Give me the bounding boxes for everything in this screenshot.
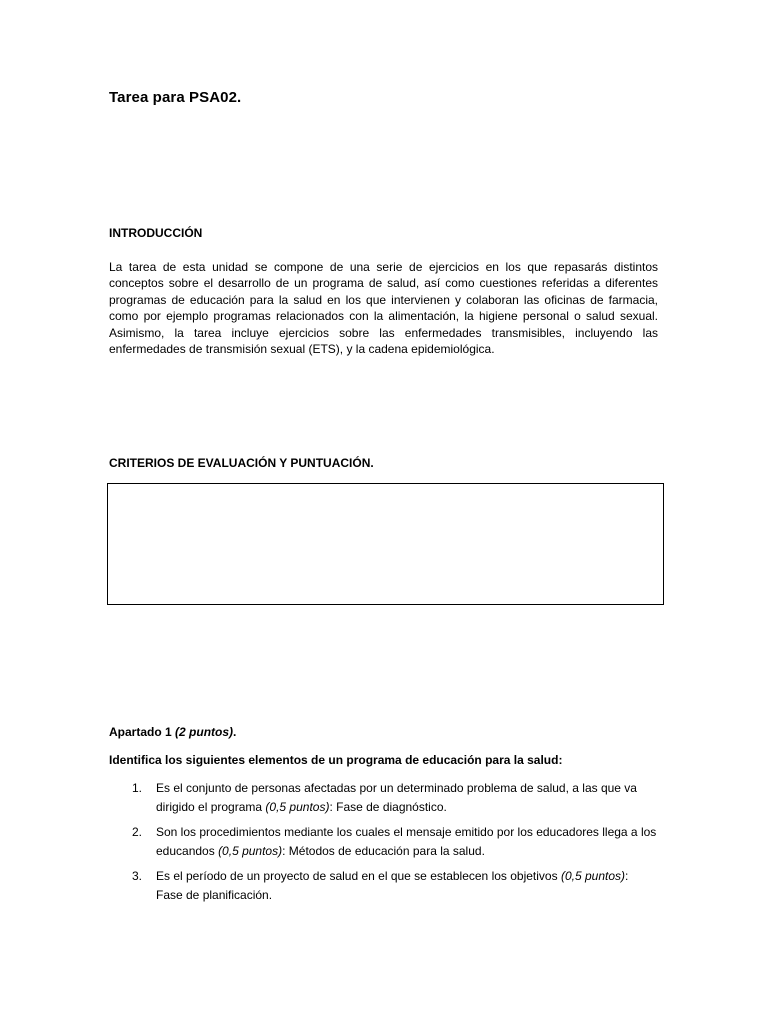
question-answer: : Métodos de educación para la salud.	[282, 843, 485, 858]
question-answer: : Fase de diagnóstico.	[329, 799, 447, 814]
question-item	[109, 779, 658, 816]
question-text: Es el período de un proyecto de salud en el que se establecen los objetivos	[156, 869, 558, 883]
question-number: 2.	[132, 825, 143, 839]
apartado-1-suffix: .	[233, 725, 237, 739]
question-number: 1.	[132, 781, 143, 795]
document-title: Tarea para PSA02.	[109, 89, 242, 106]
apartado-1-instruction: Identifica los siguientes elementos de un programa de educación para la salud:	[109, 753, 563, 767]
question-item	[109, 867, 658, 904]
apartado-1-heading	[109, 725, 236, 739]
criteria-heading: CRITERIOS DE EVALUACIÓN Y PUNTUACIÓN.	[109, 456, 374, 470]
question-item	[109, 823, 658, 860]
criteria-table-box	[107, 483, 664, 605]
introduction-body: La tarea de esta unidad se compone de una serie de ejercicios en los que repasarás distintos conceptos sobre el desarrollo de un programa de salud, así como cuestiones referidas a diferentes programas de educación para la salud en los que intervienen y colaboran las oficinas de farmacia, como por ejemplo programas relacionados con la alimentación, la higiene personal o salud sexual. Asimismo, la tarea incluye ejercicios sobre las enfermedades transmisibles, incluyendo las enfermedades de transmisión sexual (ETS), y la cadena epidemiológica.	[109, 260, 658, 357]
question-number: 3.	[132, 869, 143, 883]
apartado-1-points: (2 puntos)	[175, 725, 234, 739]
question-points: (0,5 puntos)	[218, 843, 283, 858]
question-text: Es el conjunto de personas afectadas por un determinado problema de salud, a las que va dirigido el programa	[156, 781, 637, 814]
introduction-heading: INTRODUCCIÓN	[109, 226, 203, 240]
apartado-1-label: Apartado 1	[109, 725, 172, 739]
question-text: Son los procedimientos mediante los cuales el mensaje emitido por los educadores llega a los educandos	[156, 825, 657, 858]
question-answer: : Fase de planificación.	[156, 869, 629, 902]
question-points: (0,5 puntos)	[265, 799, 330, 814]
question-points: (0,5 puntos)	[560, 869, 625, 883]
question-list	[109, 779, 658, 911]
